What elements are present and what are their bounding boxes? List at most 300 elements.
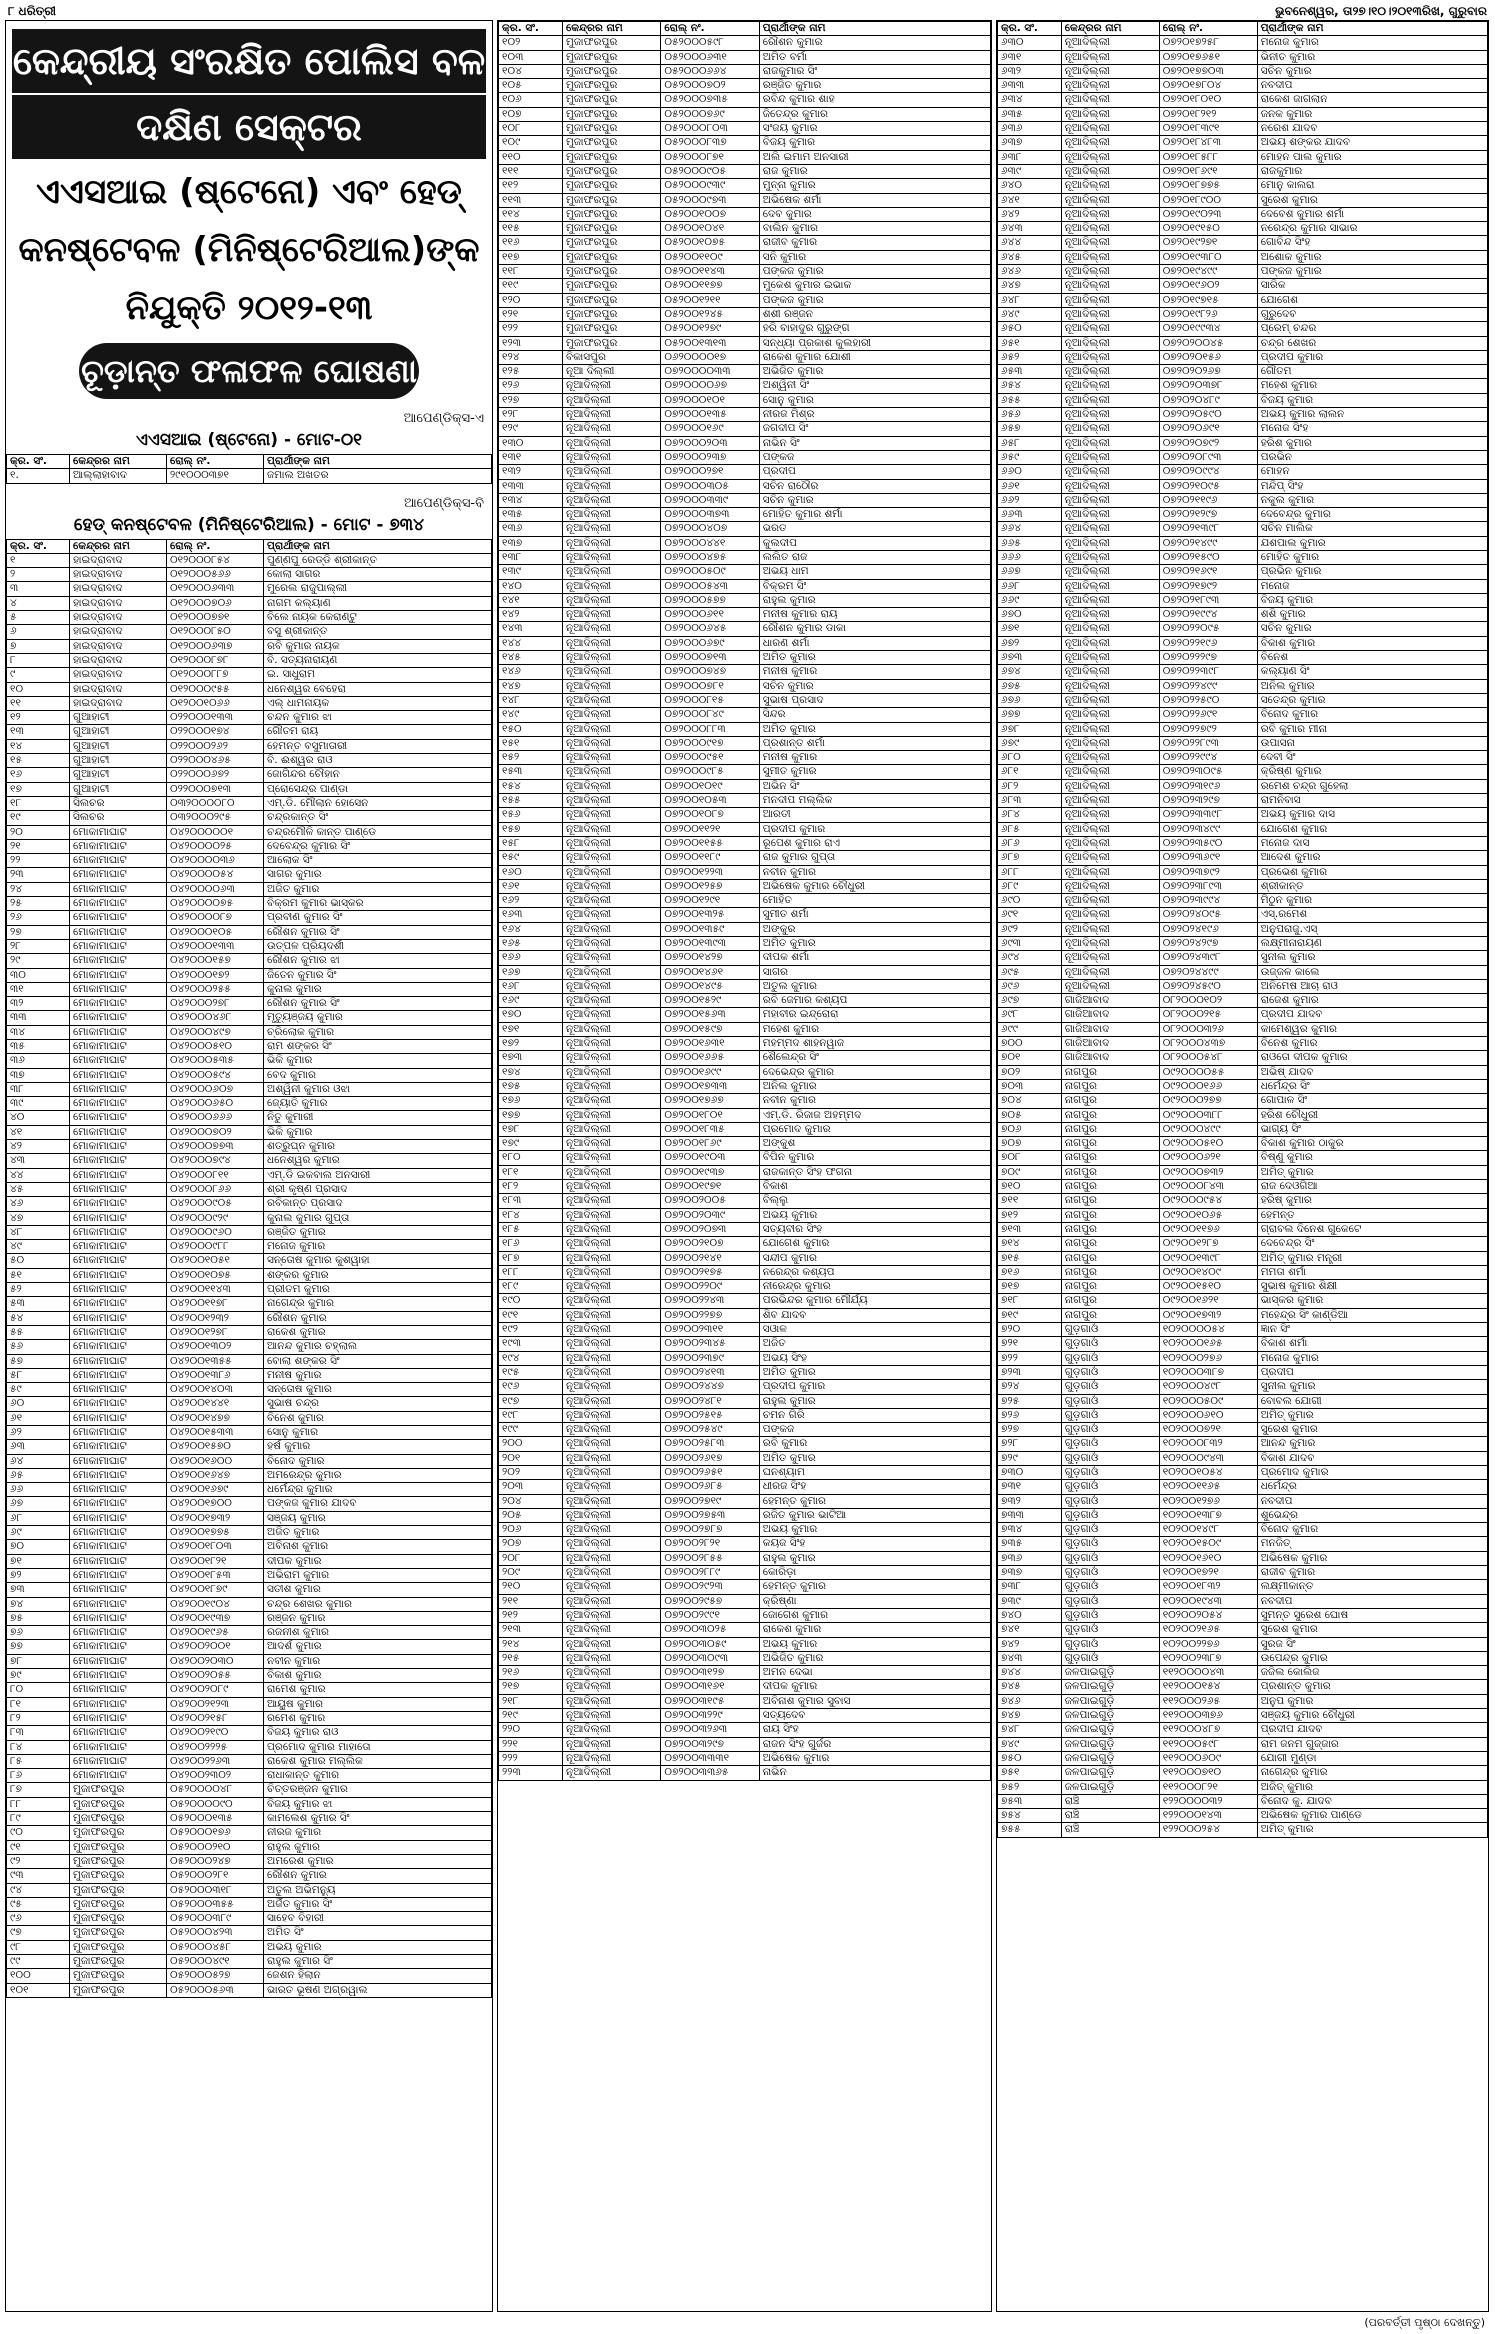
table-row (7, 1283, 492, 1297)
cell-serial: ୧୭୩ (499, 1051, 563, 1065)
cell-name: ଏମ୍.ଡି. ରିଜାଜ ଅହମ୍ମଦ (759, 1108, 990, 1122)
table-row (998, 636, 1488, 650)
table-row (7, 1483, 492, 1497)
table-row (998, 1251, 1488, 1265)
cell-roll: ୦୭୨୦୦୧୨୫୭ (661, 879, 759, 893)
cell-name: ଅଭିଷେକ କୁମାର (759, 1751, 990, 1765)
cell-serial: ୧୮ (7, 796, 70, 810)
cell-roll: ୧୦୨୦୦୨୦୫୪ (1159, 1608, 1257, 1622)
table-row (499, 1580, 991, 1594)
table-row (499, 736, 991, 750)
table-row (7, 1397, 492, 1411)
table-row (998, 93, 1488, 107)
cell-center: ମୁଜାଫରପୁର (562, 179, 660, 193)
cell-roll: ୧୧୨୦୦୦୬୦୯ (1159, 1751, 1257, 1765)
cell-name: ନୀରେନ୍ଦ୍ର କୁମାର (759, 1280, 990, 1294)
cell-center: ନୂଆଦିଲ୍ଲୀ (1061, 979, 1159, 993)
cell-roll: ୧୦୨୦୦୧୩୮୭ (1159, 1508, 1257, 1522)
table-row (499, 322, 991, 336)
table-row (7, 1554, 492, 1568)
table-row (7, 1654, 492, 1668)
cell-roll: ୦୭୨୦୨୨୬୯୧ (1159, 708, 1257, 722)
cell-center: ନୂଆଦିଲ୍ଲୀ (1061, 536, 1159, 550)
cell-center: ନୂଆଦିଲ୍ଲୀ (562, 693, 660, 707)
cell-name: ରାହୁଲ କୁମାର (759, 1551, 990, 1565)
cell-roll: ୦୯୨୦୦୦୬୨୧ (1159, 1151, 1257, 1165)
cell-center: ନୂଆଦିଲ୍ଲୀ (1061, 622, 1159, 636)
cell-center: ନାଗପୁର (1061, 1065, 1159, 1079)
cell-center: ଗୁଡ଼ଗାଓଁ (1061, 1651, 1159, 1665)
cell-roll: ୦୭୨୦୦୧୪୨୭ (661, 951, 759, 965)
cell-serial: ୭୪୯ (998, 1737, 1062, 1751)
table-row (7, 1426, 492, 1440)
cell-serial: ୭୧୯ (998, 1308, 1062, 1322)
cell-roll: ୦୭୨୦୦୨୧୦୭ (661, 1237, 759, 1251)
cell-roll: ୦୭୨୦୦୧୪୬୧ (661, 965, 759, 979)
cell-serial: ୨୦୨ (499, 1465, 563, 1479)
cell-name: ରବି ଜେମାର କଶ୍ୟପ (759, 994, 990, 1008)
cell-center: ନୂଆଦିଲ୍ଲୀ (1061, 736, 1159, 750)
cell-center: ନୂଆଦିଲ୍ଲୀ (562, 779, 660, 793)
table-row (499, 508, 991, 522)
cell-name: ପ୍ରେମ୍ ଚନ୍ଦର (1257, 322, 1487, 336)
cell-roll: ୦୪୨୦୦୦୫୯୪ (167, 1068, 264, 1082)
cell-serial: ୭୫୫ (998, 1823, 1062, 1837)
cell-center: ଗୁଡ଼ଗାଓଁ (1061, 1480, 1159, 1494)
cell-name: ପ୍ରଦୀପ କୁମାର (1257, 350, 1487, 364)
cell-serial: ୧୪୩ (499, 622, 563, 636)
cell-serial: ୭୧୭ (998, 1280, 1062, 1294)
cell-center: ନୂଆଦିଲ୍ଲୀ (562, 1294, 660, 1308)
cell-serial: ୯ (7, 668, 70, 682)
table-row (499, 1394, 991, 1408)
cell-name: ଅନିଲ କୁମାର (759, 1079, 990, 1093)
cell-name: ଅମିତ କୁମାର (759, 722, 990, 736)
cell-roll: ୦୭୨୦୨୦୭୯୨ (1159, 436, 1257, 450)
cell-name: ସିନ୍ଦର (759, 708, 990, 722)
table-row (499, 1351, 991, 1365)
cell-center: ମୁଜାଫରପୁର (562, 222, 660, 236)
cell-roll: ୦୭୨୦୦୨୨୦୯ (661, 1280, 759, 1294)
table-row (7, 1211, 492, 1225)
cell-center: ନୂଆଦିଲ୍ଲୀ (562, 751, 660, 765)
column-3 (996, 20, 1489, 2312)
cell-center: ଗୁଆହାଟୀ (70, 768, 167, 782)
cell-center: ମୋକାମାଘାଟ (70, 1268, 167, 1282)
cell-center: ନୂଆଦିଲ୍ଲୀ (562, 665, 660, 679)
cell-name: ବିଜୟ କୁମାର (1257, 593, 1487, 607)
cell-roll: ୦୫୨୦୦୦୫୨୭ (167, 1969, 264, 1983)
table-row (998, 1680, 1488, 1694)
table-row (499, 1151, 991, 1165)
table-row (499, 1694, 991, 1708)
table-row (499, 608, 991, 622)
table-row (998, 565, 1488, 579)
cell-serial: ୧୭୦ (499, 1008, 563, 1022)
cell-name: ବିକ୍ରମ କୁମାର ଭାସ୍କର (264, 897, 492, 911)
cell-name: ରାଧାକାନ୍ତ କୁମାର (264, 1769, 492, 1783)
table-row (7, 739, 492, 753)
table-row (499, 479, 991, 493)
cell-roll: ୦୭୨୦୦୩୨୬୩ (661, 1723, 759, 1737)
cell-roll: ୦୭୨୦୦୧୩୯୩ (661, 937, 759, 951)
cell-name: ମୋହନ (1257, 465, 1487, 479)
cell-center: ଗୁଡ଼ଗାଓଁ (1061, 1323, 1159, 1337)
col-header-name: ପ୍ରାର୍ଥୀଙ୍କ ନାମ (1257, 22, 1487, 36)
cell-roll: ୦୮୨୦୦୦୨୧୫ (1159, 1008, 1257, 1022)
cell-center: ମୋକାମାଘାଟ (70, 1597, 167, 1611)
cell-center: ସିଲଚର (70, 796, 167, 810)
cell-name: ଅମନ ଦେଭା (759, 1666, 990, 1680)
cell-roll: ୦୭୨୦୦୦୯୫୧ (661, 751, 759, 765)
table-row (499, 1280, 991, 1294)
table-row (499, 522, 991, 536)
cell-roll: ୦୪୨୦୦୧୩୫୫ (167, 1354, 264, 1368)
cell-roll: ୦୭୨୦୨୪୦୯୫ (1159, 908, 1257, 922)
cell-serial: ୬୫୬ (998, 408, 1062, 422)
cell-name: ବିକ୍ରମ ସିଂ (759, 579, 990, 593)
cell-roll: ୦୧୨୦୦୦୯୫୫ (167, 682, 264, 696)
cell-serial: ୧୬୫ (499, 937, 563, 951)
cell-name: ବିନେଶ (1257, 651, 1487, 665)
cell-roll: ୦୯୨୦୦୧୪୦୯ (1159, 1265, 1257, 1279)
table-row (998, 922, 1488, 936)
cell-center: ନୂଆଦିଲ୍ଲୀ (562, 408, 660, 422)
cell-serial: ୯୩ (7, 1869, 70, 1883)
cell-center: ନୂଆଦିଲ୍ଲୀ (562, 1079, 660, 1093)
cell-roll: ୦୭୨୦୦୦୭୮୧ (661, 679, 759, 693)
table-row (998, 794, 1488, 808)
cell-serial: ୬୭୨ (998, 636, 1062, 650)
cell-serial: ୧୪୨ (499, 608, 563, 622)
cell-roll: ୦୧୨୦୦୦୬୩୩ (167, 582, 264, 596)
cell-roll: ୦୪୨୦୦୧୧୪୩ (167, 1283, 264, 1297)
cell-center: ନୂଆଦିଲ୍ଲୀ (1061, 608, 1159, 622)
cell-name: ଅଜିତ କୁମାର (264, 882, 492, 896)
table-row (7, 1111, 492, 1125)
banner (12, 29, 486, 159)
cell-roll: ୦୭୨୦୦୦୪୪୧ (661, 536, 759, 550)
cell-name: ନାଗେନ୍ଦ୍ର କୁମାର (264, 1297, 492, 1311)
cell-roll: ୦୯୨୦୦୧୫୧୦ (1159, 1280, 1257, 1294)
cell-name: ଦୀପକ କୁମାର (759, 1680, 990, 1694)
table-row (7, 696, 492, 710)
cell-roll: ୦୫୨୦୦୦୮୦୩ (661, 122, 759, 136)
cell-serial: ୨୦୮ (499, 1551, 563, 1565)
cell-roll: ୦୪୨୦୦୧୪୦୩ (167, 1383, 264, 1397)
cell-roll: ୦୭୨୦୧୯୬୦୨ (1159, 279, 1257, 293)
table-row (7, 1597, 492, 1611)
cell-roll: ୦୫୨୦୦୦୩୫୫ (167, 1897, 264, 1911)
cell-center: ମୁଜାଫରପୁର (70, 1912, 167, 1926)
cell-center: ନୂଆଦିଲ୍ଲୀ (562, 422, 660, 436)
cell-roll: ୧୧୨୦୦୦୦୪୩ (1159, 1666, 1257, 1680)
cell-serial: ୨୨୩ (499, 1766, 563, 1780)
cell-roll: ୦୭୨୦୦୧୭୬୭ (661, 1094, 759, 1108)
cell-center: ନୂଆଦିଲ୍ଲୀ (562, 894, 660, 908)
cell-center: ମୁଜାଫରପୁର (562, 79, 660, 93)
cell-center: ନୂଆ ଦିଲ୍ଲୀ (562, 365, 660, 379)
table-row (499, 450, 991, 464)
cell-serial: ୧୫୮ (499, 836, 563, 850)
cell-name: ରାଜ ଦେଓଗିଆ (1257, 1180, 1487, 1194)
cell-serial: ୭୪୭ (998, 1709, 1062, 1723)
cell-roll: ୦୩୨୦୦୦୨୯୫ (167, 811, 264, 825)
cell-roll: ୦୫୨୦୦୦୫୬୩ (167, 1983, 264, 1997)
table-row (998, 1022, 1488, 1036)
cell-roll: ୦୪୨୦୦୧୦୭୫ (167, 1268, 264, 1282)
cell-name: ରଞ୍ଜନ କୁମାର (264, 1611, 492, 1625)
table-row (998, 408, 1488, 422)
cell-name: ଅତୁଲ କୁମାର (759, 979, 990, 993)
cell-name: ଅମିତ କୁମାର (759, 937, 990, 951)
cell-serial: ୧୯୬ (499, 1380, 563, 1394)
cell-name: ଶଶୀ ରଞ୍ଜନ (759, 307, 990, 321)
cell-roll: ୦୪୨୦୦୨୧୨୩ (167, 1697, 264, 1711)
cell-roll: ୦୫୨୦୦୦୨୪୭ (167, 1854, 264, 1868)
cell-roll: ୧୦୨୦୦୧୨୭୬ (1159, 1494, 1257, 1508)
table-row (499, 679, 991, 693)
cell-center: ନୂଆଦିଲ୍ଲୀ (1061, 150, 1159, 164)
continued-note: (ପରବର୍ତ୍ତୀ ପୃଷ୍ଠା ଦେଖନ୍ତୁ) (1364, 2316, 1485, 2329)
table-row (998, 1651, 1488, 1665)
cell-roll: ୦୧୨୦୦୦୭୭୧ (167, 611, 264, 625)
table-row (499, 1122, 991, 1136)
cell-roll: ୦୫୨୦୦୦୨୮୧ (167, 1869, 264, 1883)
cell-roll: ୧୦୨୦୦୦୩୮୭ (1159, 1365, 1257, 1379)
cell-roll: ୦୧୨୦୦୦୬୩୭ (167, 639, 264, 653)
cell-roll: ୦୭୨୦୧୮୦୧୦ (1159, 93, 1257, 107)
cell-serial: ୫୨ (7, 1283, 70, 1297)
cell-center: ମୋକାମାଘାଟ (70, 968, 167, 982)
cell-name: ରାଜୀବ କୁମାର (1257, 1566, 1487, 1580)
cell-roll: ୦୭୨୦୨୪୪୯୯ (1159, 965, 1257, 979)
cell-name: ସନି କୁମାର (759, 250, 990, 264)
col-header-roll: ରୋଲ୍ ନଂ. (661, 22, 759, 36)
cell-name: ହର୍ଷ କୁମାର (264, 1440, 492, 1454)
cell-center: ମୋକାମାଘାଟ (70, 911, 167, 925)
cell-center: ନୂଆଦିଲ୍ଲୀ (562, 1194, 660, 1208)
cell-center: ମୋକାମାଘାଟ (70, 1497, 167, 1511)
cell-center: ନୂଆଦିଲ୍ଲୀ (562, 1537, 660, 1551)
table-row (7, 1912, 492, 1926)
cell-serial: ୧୯୪ (499, 1351, 563, 1365)
table-row (7, 1940, 492, 1954)
cell-name: ବିନୋଦ କୁମାର (1257, 1523, 1487, 1537)
cell-name: ମନଜିତ୍ (1257, 1537, 1487, 1551)
cell-name: ରାମ ଜନମ ଗୁଜ୍ଜାର (1257, 1737, 1487, 1751)
col-header-roll: ରୋଲ୍ ନଂ. (1159, 22, 1257, 36)
cell-serial: ୬୫୮ (998, 436, 1062, 450)
table-row (998, 1079, 1488, 1093)
cell-name: ରୌଶନ କୁମାର ଡାକା (759, 622, 990, 636)
table-row (7, 1869, 492, 1883)
cell-roll: ୦୪୨୦୦୧୧୭୮ (167, 1297, 264, 1311)
cell-name: ଅଭିଜିତ କୁମାର (759, 365, 990, 379)
table-row (998, 265, 1488, 279)
cell-serial: ୩୯ (7, 1097, 70, 1111)
cell-serial: ୧୮୭ (499, 1251, 563, 1265)
cell-center: ନୂଆଦିଲ୍ଲୀ (1061, 50, 1159, 64)
cell-center: ମୋକାମାଘାଟ (70, 1197, 167, 1211)
cell-roll: ୦୯୨୦୦୦୦୫୫ (1159, 1065, 1257, 1079)
cell-roll: ୦୭୨୦୨୩୭୯୨ (1159, 865, 1257, 879)
cell-roll: ୦୫୨୦୦୦୮୭୧ (661, 150, 759, 164)
cell-center: ମୋକାମାଘାଟ (70, 1054, 167, 1068)
cell-name: ଅଭୟ କୁମାର (759, 1637, 990, 1651)
table-row (998, 179, 1488, 193)
cell-name: ରବିନ୍ଦ କୁମାର ଶାହ (759, 93, 990, 107)
table-header-row (7, 539, 492, 553)
table-row (499, 722, 991, 736)
cell-center: ମୋକାମାଘାଟ (70, 1397, 167, 1411)
table-row (998, 665, 1488, 679)
cell-serial: ୭୨୬ (998, 1408, 1062, 1422)
cell-center: ନୂଆଦିଲ୍ଲୀ (1061, 64, 1159, 78)
table-row (7, 768, 492, 782)
cell-name: ସତେନ୍ଦ୍ର କୁମାର (1257, 693, 1487, 707)
cell-center: ନୂଆଦିଲ୍ଲୀ (562, 508, 660, 522)
cell-center: ମୁଜାଫରପୁର (562, 36, 660, 50)
cell-serial: ୬୭୩ (998, 651, 1062, 665)
cell-roll: ୦୯୨୦୦୧୬୨୧ (1159, 1294, 1257, 1308)
cell-center: ହାଇଦ୍ରାବାଦ (70, 553, 167, 567)
table-row (7, 839, 492, 853)
cell-serial: ୭୧୦ (998, 1180, 1062, 1194)
cell-center: ନୂଆଦିଲ୍ଲୀ (562, 479, 660, 493)
table-row (499, 1037, 991, 1051)
cell-name: ଯଶପାଲ କୁମାର (1257, 536, 1487, 550)
cell-serial: ୪୫ (7, 1182, 70, 1196)
cell-name: ଗୁରୁଦେବ (1257, 307, 1487, 321)
cell-serial: ୧୧୯ (499, 279, 563, 293)
cell-center: ନୂଆଦିଲ୍ଲୀ (562, 1737, 660, 1751)
cell-name: ଅଭିଷେକ କୁମାର ପାଣ୍ଡେ (1257, 1809, 1487, 1823)
cell-serial: ୬୮୧ (998, 765, 1062, 779)
cell-serial: ୧୪୬ (499, 665, 563, 679)
cell-name: ବିନେଶ କୁମାର (264, 1411, 492, 1425)
cell-center: ମୋକାମାଘାଟ (70, 1669, 167, 1683)
table-row (499, 293, 991, 307)
cell-name: ଚମନ ଗିରି (759, 1408, 990, 1422)
cell-serial: ୧୧୭ (499, 250, 563, 264)
cell-serial: ୫୬ (7, 1340, 70, 1354)
table-row (998, 1465, 1488, 1479)
cell-center: ନୂଆଦିଲ୍ଲୀ (562, 937, 660, 951)
banner-sector: ଦକ୍ଷିଣ ସେକ୍ଟର (136, 105, 362, 149)
table-row (7, 1826, 492, 1840)
cell-serial: ୨୦୧ (499, 1451, 563, 1465)
table-row (499, 136, 991, 150)
cell-center: ନୂଆଦିଲ୍ଲୀ (562, 1108, 660, 1122)
cell-center: ନୂଆଦିଲ୍ଲୀ (1061, 922, 1159, 936)
cell-name: କୟଜ ସିଂହ (759, 1537, 990, 1551)
cell-serial: ୧୬୮ (499, 979, 563, 993)
cell-center: ମୋକାମାଘାଟ (70, 1011, 167, 1025)
cell-serial: ୭୨୦ (998, 1323, 1062, 1337)
cell-roll: ୦୭୨୦୨୪୩୯୮ (1159, 951, 1257, 965)
cell-name: ପଙ୍କଜ (759, 450, 990, 464)
table-row (7, 854, 492, 868)
cell-serial: ୨୦୫ (499, 1508, 563, 1522)
cell-center: ମୋକାମାଘାଟ (70, 1440, 167, 1454)
table-row (998, 1694, 1488, 1708)
table-row (7, 1726, 492, 1740)
cell-serial: ୬୭୭ (998, 708, 1062, 722)
cell-center: ନୂଆଦିଲ୍ଲୀ (562, 1222, 660, 1236)
table-row (499, 937, 991, 951)
cell-name: ମହମ୍ମଦ ଶାହନୱାଜ (759, 1037, 990, 1051)
cell-name: ହରିଷ୍ କୁମାର (1257, 1194, 1487, 1208)
cell-name: ନରେଶ ଯାଦବ (1257, 122, 1487, 136)
table-row (499, 1237, 991, 1251)
table-row (499, 207, 991, 221)
cell-serial: ୮୬ (7, 1769, 70, 1783)
cell-roll: ୦୭୨୦୨୩୯୯୪ (1159, 894, 1257, 908)
cell-center: ନାଗପୁର (1061, 1280, 1159, 1294)
cell-roll: ୦୭୨୦୦୨୨୭୭ (661, 1308, 759, 1322)
cell-center: ନୂଆଦିଲ୍ଲୀ (1061, 851, 1159, 865)
table-row (998, 1308, 1488, 1322)
table-row (499, 93, 991, 107)
table-row (499, 751, 991, 765)
table-row (998, 107, 1488, 121)
cell-name: ଦୀପକ ଶର୍ମା (759, 951, 990, 965)
cell-name: ରୌଶନ କୁମାର (759, 36, 990, 50)
cell-center: ନୂଆଦିଲ୍ଲୀ (562, 794, 660, 808)
cell-roll: ୦୭୨୦୦୨୬୮୫ (661, 1480, 759, 1494)
cell-name: ଚନ୍ଦ୍ର ଶେଖର (1257, 336, 1487, 350)
table-row (499, 808, 991, 822)
cell-serial: ୧୬୭ (499, 965, 563, 979)
cell-center: ମୋକାମାଘାଟ (70, 897, 167, 911)
cell-name: କୁଲଦୀପ (759, 536, 990, 550)
cell-serial: ୧୫୪ (499, 779, 563, 793)
cell-center: ନୂଆଦିଲ୍ଲୀ (562, 1265, 660, 1279)
cell-roll: ୦୪୨୦୦୨୧୫୮ (167, 1711, 264, 1725)
table-row (998, 136, 1488, 150)
cell-center: ନୂଆଦିଲ୍ଲୀ (1061, 879, 1159, 893)
cell-roll: ୦୫୨୦୦୦୫୯୮ (661, 36, 759, 50)
cell-serial: ୧୦୯ (499, 136, 563, 150)
cell-center: ଜଳପାଇଗୁଡ଼ି (1061, 1766, 1159, 1780)
cell-serial: ୭୪୧ (998, 1623, 1062, 1637)
cell-roll: ୦୭୨୦୨୧୫୯୦ (1159, 550, 1257, 564)
cell-roll: ୦୪୨୦୦୦୮୧୧ (167, 1168, 264, 1182)
table-row (7, 1812, 492, 1826)
table-row (7, 1225, 492, 1239)
cell-name: ଅଭିଷେକ ଶର୍ମା (759, 193, 990, 207)
cell-serial: ୧୨ (7, 711, 70, 725)
table-row (499, 436, 991, 450)
table-row (7, 1497, 492, 1511)
cell-name: ଅଭୟ ଶଙ୍କର ଯାଦବ (1257, 136, 1487, 150)
cell-name: ଯୋଗେଶ (1257, 293, 1487, 307)
table-row (998, 393, 1488, 407)
table-row (7, 469, 492, 483)
cell-center: ନୂଆଦିଲ୍ଲୀ (562, 1094, 660, 1108)
cell-serial: ୨୧୦ (499, 1580, 563, 1594)
cell-name: ମନୋଜ କୁମାର (264, 1240, 492, 1254)
cell-name: ସୁଭାଷ ପ୍ରସାଦ (759, 693, 990, 707)
cell-center: ହାଇଦ୍ରାବାଦ (70, 582, 167, 596)
table-row (998, 322, 1488, 336)
table-row (7, 782, 492, 796)
cell-serial: ୧୯ (7, 811, 70, 825)
cell-roll: ୦୭୨୦୦୦୫୭୭ (661, 593, 759, 607)
cell-serial: ୮୦ (7, 1683, 70, 1697)
cell-serial: ୧୯୦ (499, 1294, 563, 1308)
